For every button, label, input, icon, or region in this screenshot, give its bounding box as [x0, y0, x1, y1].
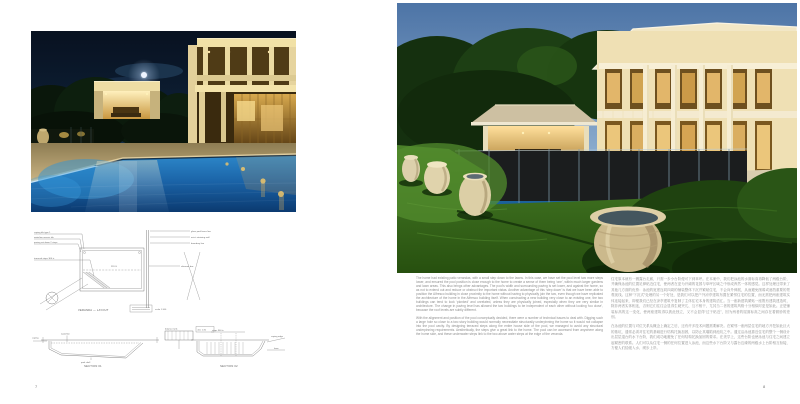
plan-label: waterline mosaic tile — [34, 237, 54, 239]
section-02-title: SECTION 02 — [220, 365, 238, 368]
plan-label: glass pool fence line — [191, 231, 211, 233]
page-number-left: 7 — [35, 384, 38, 389]
section-label: steps 300 tr. — [212, 330, 224, 332]
villa-night — [188, 38, 296, 146]
dusk-pool-photo — [397, 3, 797, 273]
section-01 — [32, 333, 159, 369]
english-paragraph-2: With the alignment and position of the pool conceptually decided, there were a number of technical issues to deal with. Digging such a large hole so close to a two story building would normally necessitate structurally underpinning the home so it would not collapse into the pool cavity. By designing terraced steps along the entire house side of the pool, we managed to avoid any structural underpinning requirements. Aesthetically, the steps give a great link to the home. The pool can be accessed from anywhere along the home side, and these underwater steps link to the two above water steps at the edge of the veranda. — [416, 316, 603, 337]
plan-pool-label: POOL — [110, 266, 118, 268]
mansion-upper-windows — [605, 69, 772, 109]
plan-label: paving set down 2 steps — [34, 242, 58, 244]
section-label: det. 1:20 — [197, 329, 207, 332]
section-label: waterline — [61, 333, 70, 336]
plan-scale-note: scale 1:100 — [155, 309, 167, 311]
plan-title-block — [78, 305, 167, 312]
page-number-right: 8 — [763, 384, 766, 389]
chinese-text-column — [611, 277, 790, 355]
plan-title: VERANDA — LAYOUT — [78, 309, 109, 312]
chinese-paragraph-1: 住宅原本就有一圈露台走廊，只需一步小台阶便可下到草坪。在本案中，我们把泳池的水面标高再降低了两级台阶，并确保泳池的位置足够贴近住宅，使两者在更为开阔的花园与草坪区域之中形成浑然一体的感觉。这样处理还带来了其他几方面的优势：泳池的宽度连同四周的铺装整体下沉并紧贴住宅，不会向外伸展，从而避免削弱或遮挡重要的景观视线。这种“下沉式”处理的另一个好处，是我们可以把户外凉亭建筑布置在紧邻住宅的位置，而无需把两座建筑实体连接起来，即便我们已经在凉亭建筑中复制了主体住宅本身的建筑语汇。当一座新建筑紧贴一座既有建筑建造时，除非两者实体相连，否则它们往往会显得生硬突兀、互不相干，尤其当二者的建筑风格十分相似时更是如此。正是铺装标高的这一变化，使两座建筑得以彼此独立，又不会显得“过于贴近”，因为两者的屋面标高之间存在着微妙的差别。 — [611, 277, 790, 319]
plan-retaining-wall — [147, 230, 201, 308]
english-text-column — [416, 277, 603, 342]
night-scene-illustration — [31, 31, 296, 212]
section-02 — [191, 329, 285, 368]
pool-plan-drawing — [32, 226, 222, 316]
section-label: coping — [32, 337, 39, 340]
section-balance-tank-detail — [165, 327, 214, 350]
plan-label: skimmer box — [181, 266, 194, 268]
plan-label: exist. retaining wall — [191, 237, 210, 239]
page-right — [400, 0, 800, 404]
plan-label: boundary line — [191, 243, 205, 245]
plan-leaders-right — [149, 231, 212, 268]
section-label: coping edge — [271, 336, 283, 338]
section-label: balance tank — [165, 328, 178, 331]
english-paragraph-1: The home had existing patio verandas, with a small step down to the lawns. In this case, we have set the pool level two more steps lower, and ensured the pool position is close enough to the home to create a sense of them being ‘one’, within much larger gardens and lawn areas. This also brings other advantages. The pool’s width and surrounding paving is set lower, and against the home, so as not to extend out and reduce or obstruct the important vistas. Another advantage of this ‘step down’ is that we have been able to position the Alfresco building in close proximity to the home without having to physically join the two, even though we have replicated the architecture of the home in the Alfresco building itself. When constructing a new building very close to an existing one, the two buildings can tend to look ‘plonked’ and unrelated, unless they are physically joined, especially when they are very similar in architecture. The change in paving level has allowed the two buildings to be independent of each other without looking ‘too close’, because the roof levels are subtly different. — [416, 276, 603, 312]
section-01-title: SECTION 01 — [84, 365, 102, 368]
garden-wall-night — [31, 127, 94, 145]
plan-label: coping tile type 1 — [34, 232, 51, 234]
section-label: lawn — [274, 348, 279, 350]
chinese-paragraph-2: 在泳池的位置与对位关系从概念上确定之后，还有许多技术问题需要解决。在紧邻一座两层住宅的地方开挖如此巨大的基坑，通常必须对住宅的基础进行结构托换加固，以防止其塌陷到池坑之中。通过沿泳池靠近住宅的整个一侧设计出层层退台的水下台阶，我们成功地避免了任何结构托换加固的要求。在美学上，这些台阶也使泳池与住宅之间建立起紧密的联系。人们可以从住宅一侧的任何位置进入泳池，而这些水下台阶又与露台边缘的两级水上台阶相互衔接，方便人们拾级入水、缓步上岸。 — [611, 324, 790, 351]
pool-water-night — [31, 155, 296, 212]
plan-label: terraced steps 300 tr. — [34, 258, 55, 260]
plan-boundary-and-north — [40, 278, 88, 310]
night-pool-photo — [31, 31, 296, 212]
alfresco-pavilion-night — [94, 81, 160, 119]
pool-plan-svg — [32, 226, 222, 316]
plan-pool-outline — [80, 248, 144, 291]
section-label: pool shell — [81, 362, 91, 364]
pool-sections-svg — [31, 325, 291, 370]
dusk-scene-illustration — [397, 3, 797, 273]
pool-sections-drawing — [31, 325, 291, 370]
